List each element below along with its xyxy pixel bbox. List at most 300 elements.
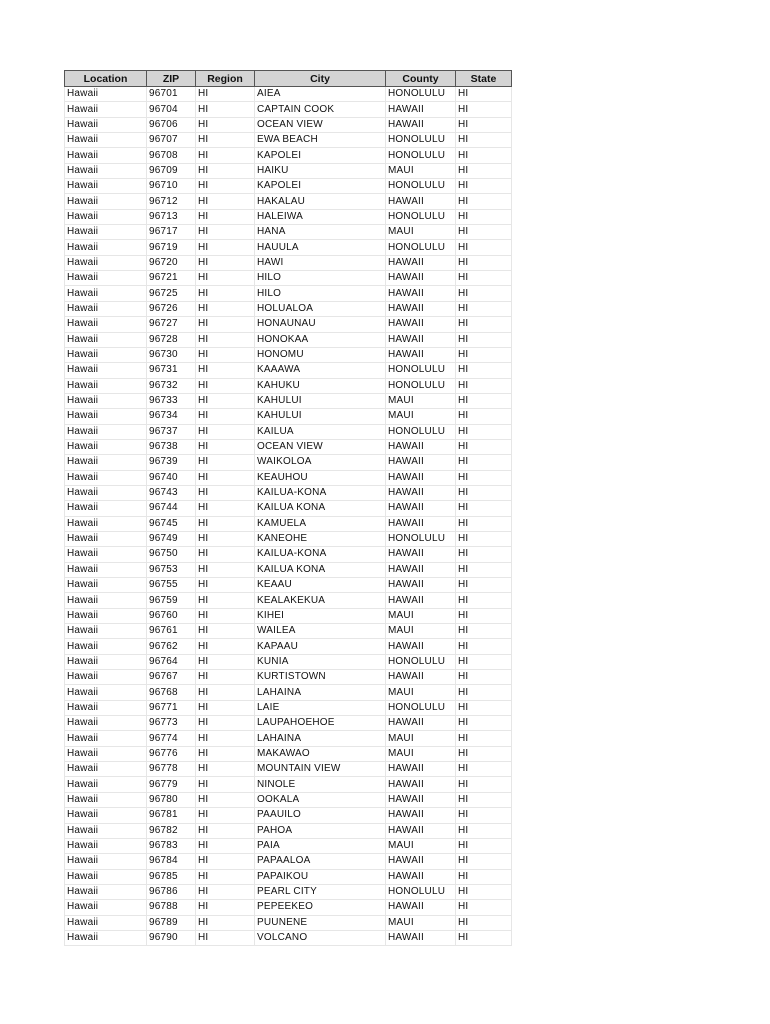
state-cell: HI — [456, 286, 512, 301]
zip-cell: 96750 — [147, 547, 196, 562]
zip-cell: 96730 — [147, 347, 196, 362]
region-cell: HI — [196, 670, 255, 685]
city-cell: KIHEI — [255, 608, 386, 623]
county-cell: MAUI — [386, 225, 456, 240]
zip-cell: 96739 — [147, 455, 196, 470]
city-cell: KAILUA-KONA — [255, 485, 386, 500]
state-cell: HI — [456, 731, 512, 746]
table-row — [65, 608, 512, 623]
column-header-zip: ZIP — [147, 71, 196, 87]
table-row — [65, 133, 512, 148]
city-cell: HALEIWA — [255, 209, 386, 224]
zip-cell: 96740 — [147, 470, 196, 485]
table-row — [65, 378, 512, 393]
zip-cell: 96778 — [147, 762, 196, 777]
county-cell: HONOLULU — [386, 87, 456, 102]
column-header-location: Location — [65, 71, 147, 87]
location-cell: Hawaii — [65, 884, 147, 899]
county-cell: HAWAII — [386, 501, 456, 516]
zip-cell: 96779 — [147, 777, 196, 792]
city-cell: HANA — [255, 225, 386, 240]
table-row — [65, 163, 512, 178]
city-cell: HILO — [255, 286, 386, 301]
state-cell: HI — [456, 271, 512, 286]
region-cell: HI — [196, 332, 255, 347]
state-cell: HI — [456, 501, 512, 516]
region-cell: HI — [196, 562, 255, 577]
location-cell: Hawaii — [65, 240, 147, 255]
zip-cell: 96760 — [147, 608, 196, 623]
column-header-region: Region — [196, 71, 255, 87]
table-row — [65, 470, 512, 485]
region-cell: HI — [196, 271, 255, 286]
location-cell: Hawaii — [65, 455, 147, 470]
location-cell: Hawaii — [65, 562, 147, 577]
city-cell: KEALAKEKUA — [255, 593, 386, 608]
city-cell: PEPEEKEO — [255, 900, 386, 915]
zip-cell: 96786 — [147, 884, 196, 899]
county-cell: HAWAII — [386, 516, 456, 531]
city-cell: NINOLE — [255, 777, 386, 792]
table-row — [65, 332, 512, 347]
region-cell: HI — [196, 148, 255, 163]
zip-cell: 96761 — [147, 624, 196, 639]
region-cell: HI — [196, 470, 255, 485]
region-cell: HI — [196, 102, 255, 117]
state-cell: HI — [456, 148, 512, 163]
table-row — [65, 501, 512, 516]
city-cell: CAPTAIN COOK — [255, 102, 386, 117]
state-cell: HI — [456, 255, 512, 270]
region-cell: HI — [196, 654, 255, 669]
city-cell: PAPAIKOU — [255, 869, 386, 884]
table-row — [65, 823, 512, 838]
zip-cell: 96781 — [147, 808, 196, 823]
location-cell: Hawaii — [65, 347, 147, 362]
region-cell: HI — [196, 194, 255, 209]
location-cell: Hawaii — [65, 332, 147, 347]
zip-cell: 96785 — [147, 869, 196, 884]
city-cell: KAILUA KONA — [255, 562, 386, 577]
region-cell: HI — [196, 240, 255, 255]
location-cell: Hawaii — [65, 271, 147, 286]
county-cell: HAWAII — [386, 823, 456, 838]
city-cell: LAIE — [255, 700, 386, 715]
county-cell: MAUI — [386, 608, 456, 623]
city-cell: VOLCANO — [255, 930, 386, 945]
location-cell: Hawaii — [65, 363, 147, 378]
table-body — [65, 87, 512, 946]
city-cell: KAPOLEI — [255, 179, 386, 194]
state-cell: HI — [456, 455, 512, 470]
location-cell: Hawaii — [65, 439, 147, 454]
zip-cell: 96776 — [147, 746, 196, 761]
table-row — [65, 439, 512, 454]
zip-cell: 96734 — [147, 409, 196, 424]
city-cell: HAIKU — [255, 163, 386, 178]
city-cell: KAHULUI — [255, 393, 386, 408]
county-cell: HAWAII — [386, 777, 456, 792]
location-cell: Hawaii — [65, 87, 147, 102]
location-cell: Hawaii — [65, 930, 147, 945]
region-cell: HI — [196, 363, 255, 378]
county-cell: HAWAII — [386, 485, 456, 500]
zip-cell: 96767 — [147, 670, 196, 685]
table-row — [65, 792, 512, 807]
city-cell: HAWI — [255, 255, 386, 270]
county-cell: HAWAII — [386, 900, 456, 915]
city-cell: OCEAN VIEW — [255, 439, 386, 454]
state-cell: HI — [456, 884, 512, 899]
state-cell: HI — [456, 378, 512, 393]
state-cell: HI — [456, 531, 512, 546]
location-cell: Hawaii — [65, 823, 147, 838]
location-cell: Hawaii — [65, 624, 147, 639]
state-cell: HI — [456, 762, 512, 777]
city-cell: EWA BEACH — [255, 133, 386, 148]
city-cell: HONOMU — [255, 347, 386, 362]
table-row — [65, 225, 512, 240]
county-cell: HAWAII — [386, 716, 456, 731]
zip-cell: 96790 — [147, 930, 196, 945]
region-cell: HI — [196, 685, 255, 700]
zip-cell: 96783 — [147, 838, 196, 853]
zip-cell: 96707 — [147, 133, 196, 148]
table-row — [65, 578, 512, 593]
table-row — [65, 731, 512, 746]
city-cell: OOKALA — [255, 792, 386, 807]
table-row — [65, 884, 512, 899]
region-cell: HI — [196, 900, 255, 915]
region-cell: HI — [196, 439, 255, 454]
region-cell: HI — [196, 378, 255, 393]
location-cell: Hawaii — [65, 838, 147, 853]
region-cell: HI — [196, 347, 255, 362]
table-row — [65, 87, 512, 102]
zip-cell: 96759 — [147, 593, 196, 608]
city-cell: KEAUHOU — [255, 470, 386, 485]
table-row — [65, 700, 512, 715]
table-row — [65, 915, 512, 930]
county-cell: HAWAII — [386, 439, 456, 454]
state-cell: HI — [456, 624, 512, 639]
region-cell: HI — [196, 547, 255, 562]
table-row — [65, 762, 512, 777]
state-cell: HI — [456, 900, 512, 915]
table-row — [65, 179, 512, 194]
state-cell: HI — [456, 194, 512, 209]
location-cell: Hawaii — [65, 179, 147, 194]
location-cell: Hawaii — [65, 654, 147, 669]
state-cell: HI — [456, 409, 512, 424]
table-row — [65, 593, 512, 608]
location-cell: Hawaii — [65, 746, 147, 761]
location-cell: Hawaii — [65, 286, 147, 301]
county-cell: MAUI — [386, 838, 456, 853]
city-cell: KAHUKU — [255, 378, 386, 393]
table-row — [65, 716, 512, 731]
state-cell: HI — [456, 439, 512, 454]
zip-cell: 96788 — [147, 900, 196, 915]
location-cell: Hawaii — [65, 869, 147, 884]
county-cell: HONOLULU — [386, 700, 456, 715]
city-cell: PEARL CITY — [255, 884, 386, 899]
location-cell: Hawaii — [65, 501, 147, 516]
city-cell: KAILUA — [255, 424, 386, 439]
city-cell: PAHOA — [255, 823, 386, 838]
location-cell: Hawaii — [65, 209, 147, 224]
table-row — [65, 900, 512, 915]
state-cell: HI — [456, 808, 512, 823]
county-cell: MAUI — [386, 624, 456, 639]
zip-cell: 96721 — [147, 271, 196, 286]
table-row — [65, 455, 512, 470]
location-cell: Hawaii — [65, 378, 147, 393]
table-row — [65, 562, 512, 577]
zip-cell: 96712 — [147, 194, 196, 209]
county-cell: MAUI — [386, 731, 456, 746]
state-cell: HI — [456, 117, 512, 132]
region-cell: HI — [196, 225, 255, 240]
table-row — [65, 531, 512, 546]
table-row — [65, 271, 512, 286]
region-cell: HI — [196, 608, 255, 623]
location-cell: Hawaii — [65, 393, 147, 408]
state-cell: HI — [456, 670, 512, 685]
county-cell: MAUI — [386, 915, 456, 930]
location-cell: Hawaii — [65, 516, 147, 531]
zip-cell: 96762 — [147, 639, 196, 654]
location-cell: Hawaii — [65, 762, 147, 777]
county-cell: MAUI — [386, 409, 456, 424]
region-cell: HI — [196, 286, 255, 301]
county-cell: HONOLULU — [386, 424, 456, 439]
county-cell: HONOLULU — [386, 654, 456, 669]
region-cell: HI — [196, 884, 255, 899]
location-cell: Hawaii — [65, 485, 147, 500]
region-cell: HI — [196, 87, 255, 102]
state-cell: HI — [456, 317, 512, 332]
region-cell: HI — [196, 716, 255, 731]
county-cell: HAWAII — [386, 869, 456, 884]
county-cell: HAWAII — [386, 194, 456, 209]
zip-cell: 96774 — [147, 731, 196, 746]
county-cell: HAWAII — [386, 562, 456, 577]
county-cell: HAWAII — [386, 792, 456, 807]
location-cell: Hawaii — [65, 102, 147, 117]
region-cell: HI — [196, 746, 255, 761]
zip-cell: 96780 — [147, 792, 196, 807]
state-cell: HI — [456, 593, 512, 608]
city-cell: LAUPAHOEHOE — [255, 716, 386, 731]
zip-cell: 96738 — [147, 439, 196, 454]
county-cell: HAWAII — [386, 930, 456, 945]
region-cell: HI — [196, 516, 255, 531]
location-cell: Hawaii — [65, 854, 147, 869]
column-header-city: City — [255, 71, 386, 87]
state-cell: HI — [456, 869, 512, 884]
zip-cell: 96719 — [147, 240, 196, 255]
city-cell: HILO — [255, 271, 386, 286]
region-cell: HI — [196, 869, 255, 884]
county-cell: HAWAII — [386, 332, 456, 347]
state-cell: HI — [456, 347, 512, 362]
region-cell: HI — [196, 117, 255, 132]
state-cell: HI — [456, 470, 512, 485]
state-cell: HI — [456, 854, 512, 869]
zip-cell: 96749 — [147, 531, 196, 546]
county-cell: HAWAII — [386, 102, 456, 117]
zip-cell: 96704 — [147, 102, 196, 117]
table-row — [65, 838, 512, 853]
county-cell: HAWAII — [386, 593, 456, 608]
county-cell: HAWAII — [386, 255, 456, 270]
table-row — [65, 363, 512, 378]
state-cell: HI — [456, 608, 512, 623]
zip-cell: 96755 — [147, 578, 196, 593]
region-cell: HI — [196, 624, 255, 639]
city-cell: WAIKOLOA — [255, 455, 386, 470]
table-row — [65, 409, 512, 424]
county-cell: HAWAII — [386, 317, 456, 332]
location-cell: Hawaii — [65, 194, 147, 209]
state-cell: HI — [456, 516, 512, 531]
state-cell: HI — [456, 163, 512, 178]
zip-code-table — [64, 70, 512, 946]
location-cell: Hawaii — [65, 163, 147, 178]
city-cell: AIEA — [255, 87, 386, 102]
city-cell: OCEAN VIEW — [255, 117, 386, 132]
table-row — [65, 117, 512, 132]
city-cell: HAUULA — [255, 240, 386, 255]
location-cell: Hawaii — [65, 531, 147, 546]
county-cell: HAWAII — [386, 639, 456, 654]
state-cell: HI — [456, 700, 512, 715]
table-row — [65, 639, 512, 654]
city-cell: KAAAWA — [255, 363, 386, 378]
location-cell: Hawaii — [65, 716, 147, 731]
zip-cell: 96733 — [147, 393, 196, 408]
zip-cell: 96720 — [147, 255, 196, 270]
region-cell: HI — [196, 485, 255, 500]
county-cell: HAWAII — [386, 286, 456, 301]
city-cell: KAHULUI — [255, 409, 386, 424]
zip-cell: 96713 — [147, 209, 196, 224]
city-cell: KAMUELA — [255, 516, 386, 531]
state-cell: HI — [456, 685, 512, 700]
city-cell: PAAUILO — [255, 808, 386, 823]
state-cell: HI — [456, 547, 512, 562]
location-cell: Hawaii — [65, 117, 147, 132]
zip-cell: 96771 — [147, 700, 196, 715]
table-row — [65, 347, 512, 362]
region-cell: HI — [196, 455, 255, 470]
table-row — [65, 102, 512, 117]
location-cell: Hawaii — [65, 255, 147, 270]
city-cell: KAPOLEI — [255, 148, 386, 163]
city-cell: HONAUNAU — [255, 317, 386, 332]
table-row — [65, 854, 512, 869]
state-cell: HI — [456, 240, 512, 255]
zip-cell: 96773 — [147, 716, 196, 731]
state-cell: HI — [456, 225, 512, 240]
zip-cell: 96708 — [147, 148, 196, 163]
region-cell: HI — [196, 792, 255, 807]
location-cell: Hawaii — [65, 639, 147, 654]
table-header-row — [65, 71, 512, 87]
state-cell: HI — [456, 209, 512, 224]
zip-cell: 96701 — [147, 87, 196, 102]
location-cell: Hawaii — [65, 670, 147, 685]
table-row — [65, 869, 512, 884]
table-row — [65, 808, 512, 823]
county-cell: HAWAII — [386, 470, 456, 485]
zip-cell: 96727 — [147, 317, 196, 332]
region-cell: HI — [196, 823, 255, 838]
zip-cell: 96744 — [147, 501, 196, 516]
state-cell: HI — [456, 301, 512, 316]
region-cell: HI — [196, 133, 255, 148]
county-cell: HAWAII — [386, 117, 456, 132]
county-cell: HONOLULU — [386, 209, 456, 224]
county-cell: HONOLULU — [386, 148, 456, 163]
location-cell: Hawaii — [65, 608, 147, 623]
zip-cell: 96753 — [147, 562, 196, 577]
state-cell: HI — [456, 777, 512, 792]
county-cell: HONOLULU — [386, 363, 456, 378]
state-cell: HI — [456, 654, 512, 669]
state-cell: HI — [456, 930, 512, 945]
city-cell: LAHAINA — [255, 731, 386, 746]
city-cell: KAILUA KONA — [255, 501, 386, 516]
region-cell: HI — [196, 531, 255, 546]
region-cell: HI — [196, 777, 255, 792]
state-cell: HI — [456, 393, 512, 408]
city-cell: PUUNENE — [255, 915, 386, 930]
zip-cell: 96764 — [147, 654, 196, 669]
region-cell: HI — [196, 731, 255, 746]
state-cell: HI — [456, 102, 512, 117]
county-cell: HAWAII — [386, 455, 456, 470]
location-cell: Hawaii — [65, 900, 147, 915]
county-cell: HAWAII — [386, 854, 456, 869]
zip-cell: 96731 — [147, 363, 196, 378]
city-cell: MAKAWAO — [255, 746, 386, 761]
zip-cell: 96768 — [147, 685, 196, 700]
table-row — [65, 148, 512, 163]
state-cell: HI — [456, 424, 512, 439]
state-cell: HI — [456, 332, 512, 347]
table-row — [65, 654, 512, 669]
state-cell: HI — [456, 179, 512, 194]
table-row — [65, 746, 512, 761]
county-cell: MAUI — [386, 746, 456, 761]
state-cell: HI — [456, 639, 512, 654]
city-cell: HONOKAA — [255, 332, 386, 347]
zip-cell: 96737 — [147, 424, 196, 439]
region-cell: HI — [196, 838, 255, 853]
city-cell: KAILUA-KONA — [255, 547, 386, 562]
state-cell: HI — [456, 716, 512, 731]
city-cell: PAIA — [255, 838, 386, 853]
column-header-state: State — [456, 71, 512, 87]
state-cell: HI — [456, 562, 512, 577]
city-cell: LAHAINA — [255, 685, 386, 700]
region-cell: HI — [196, 209, 255, 224]
location-cell: Hawaii — [65, 777, 147, 792]
region-cell: HI — [196, 593, 255, 608]
county-cell: HONOLULU — [386, 240, 456, 255]
